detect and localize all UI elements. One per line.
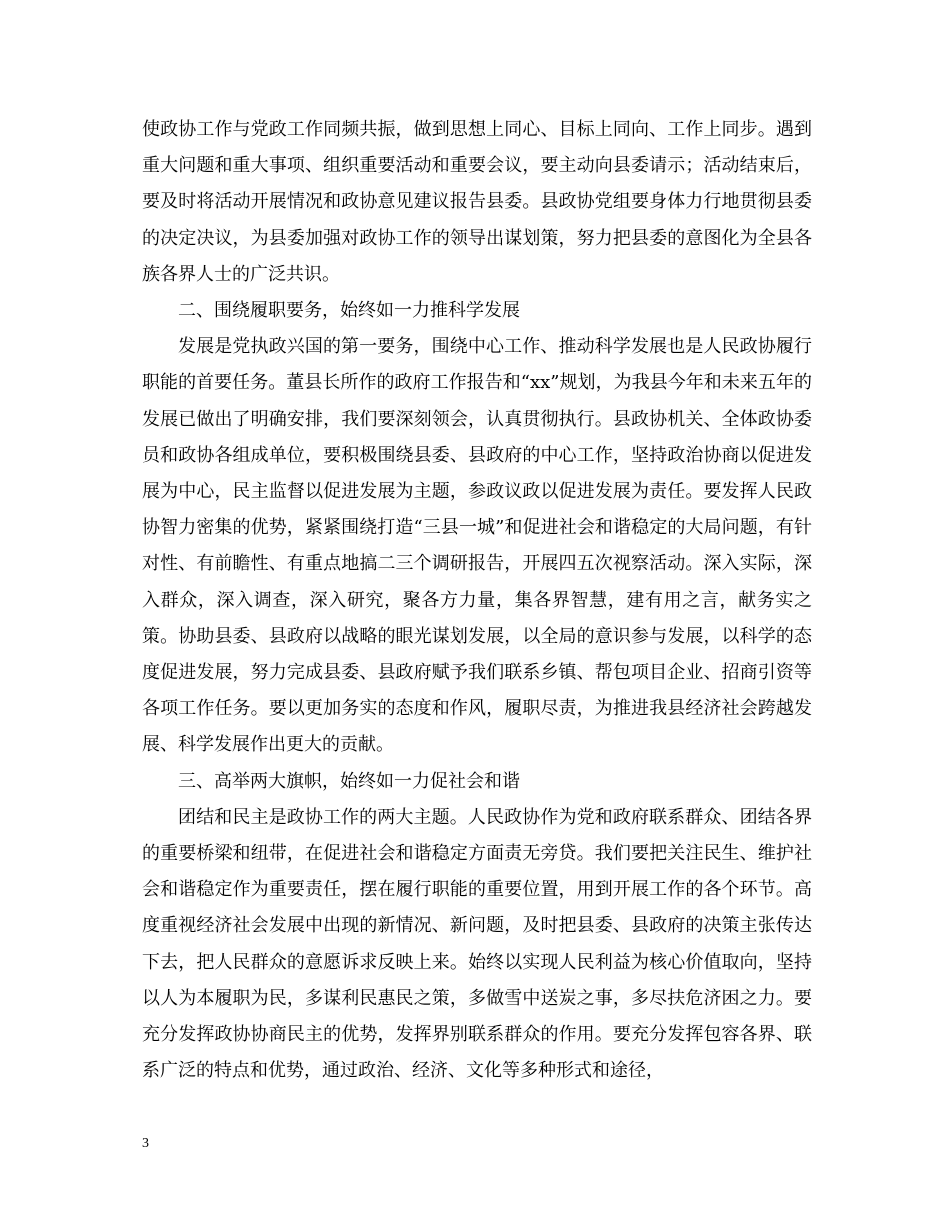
body-text [142,112,812,1089]
section-heading-two: 二、围绕履职要务，始终如一力推科学发展 [178,300,520,322]
paragraph-development: 发展是党执政兴国的第一要务，围绕中心工作、推动科学发展也是人民政协履行职能的首要任务。董县长所作的政府工作报告和“xx”规划，为我县今年和未来五年的发展已做出了明确安排，我们要深刻领会，认真贯彻执行。县政协机关、全体政协委员和政协各组成单位，要积极围绕县委、县政府的中心工作，坚持政治协商以促进发展为中心，民主监督以促进发展为主题，参政议政以促进发展为责任。要发挥人民政协智力密集的优势，紧紧围绕打造“三县一城”和促进社会和谐稳定的大局问题，有针对性、有前瞻性、有重点地搞二三个调研报告，开展四五次视察活动。深入实际，深入群众，深入调查，深入研究，聚各方力量，集各界智慧，建有用之言，献务实之策。协助县委、县政府以战略的眼光谋划发展，以全局的意识参与发展，以科学的态度促进发展，努力完成县委、县政府赋予我们联系乡镇、帮包项目企业、招商引资等各项工作任务。要以更加务实的态度和作风，履职尽责，为推进我县经济社会跨越发展、科学发展作出更大的贡献。 [142,336,812,756]
paragraph-harmony: 团结和民主是政协工作的两大主题。人民政协作为党和政府联系群众、团结各界的重要桥梁和纽带，在促进社会和谐稳定方面责无旁贷。我们要把关注民生、维护社会和谐稳定作为重要责任，摆在履行职能的重要位置，用到开展工作的各个环节。高度重视经济社会发展中出现的新情况、新问题，及时把县委、县政府的决策主张传达下去，把人民群众的意愿诉求反映上来。始终以实现人民利益为核心价值取向，坚持以人为本履职为民，多谋利民惠民之策，多做雪中送炭之事，多尽扶危济困之力。要充分发挥政协协商民主的优势，发挥界别联系群众的作用。要充分发挥包容各界、联系广泛的特点和优势，通过政治、经济、文化等多种形式和途径， [142,806,812,1082]
section-heading-three: 三、高举两大旗帜，始终如一力促社会和谐 [178,770,520,792]
page-number: 3 [142,1136,149,1151]
paragraph-continuation: 使政协工作与党政工作同频共振，做到思想上同心、目标上同向、工作上同步。遇到重大问题和重大事项、组织重要活动和重要会议，要主动向县委请示；活动结束后，要及时将活动开展情况和政协意见建议报告县委。县政协党组要身体力行地贯彻县委的决定决议，为县委加强对政协工作的领导出谋划策，努力把县委的意图化为全县各族各界人士的广泛共识。 [142,119,812,285]
